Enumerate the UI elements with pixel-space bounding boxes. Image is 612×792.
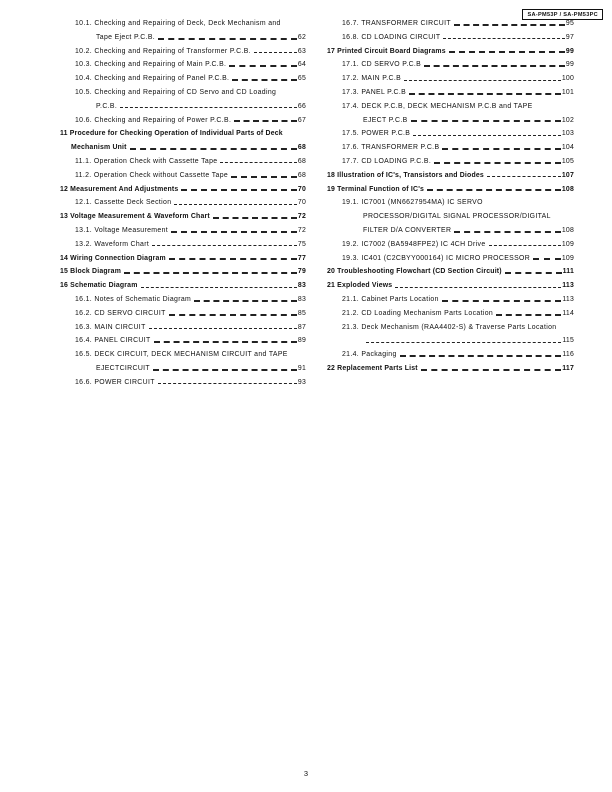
toc-entry[interactable] [60,265,306,279]
toc-entry-title: 13.2. Waveform Chart [75,240,150,248]
toc-entry[interactable] [327,100,574,114]
toc-entry-title: 17 Printed Circuit Board Diagrams [327,47,446,55]
toc-entry-title: 16.8. CD LOADING CIRCUIT [342,33,441,41]
toc-page-number: 117 [562,364,574,372]
toc-entry-title: 21.4. Packaging [342,351,397,359]
toc-leader-line [234,120,297,122]
toc-leader-line [194,300,297,302]
toc-entry-title: Tape Eject P.C.B. [96,33,156,41]
toc-entry-title: EJECT P.C.B [363,116,408,124]
toc-entry-title: 16.7. TRANSFORMER CIRCUIT [342,20,451,27]
toc-entry[interactable] [327,17,574,31]
toc-entry[interactable] [60,183,306,197]
toc-entry[interactable] [327,307,574,321]
toc-leader-line [533,258,561,260]
toc-page-number: 72 [297,226,306,234]
toc-page-number: 109 [561,254,574,262]
toc-entry[interactable] [327,127,574,141]
toc-entry[interactable] [60,31,306,45]
toc-entry[interactable] [327,321,574,335]
toc-page-number: 87 [297,323,306,331]
toc-entry[interactable] [60,376,306,390]
toc-leader-line [153,369,297,371]
toc-page-number: 103 [561,130,574,138]
toc-leader-line [454,24,565,26]
toc-entry-title: 19.1. IC7001 (MN6627954MA) IC SERVO [342,199,483,207]
toc-entry[interactable] [327,155,574,169]
toc-page-number: 63 [297,47,306,55]
toc-entry[interactable] [327,31,574,45]
toc-leader-line [449,51,565,53]
toc-entry-title: 22 Replacement Parts List [327,364,418,372]
toc-page-number: 101 [561,88,574,96]
toc-leader-line [152,245,297,246]
toc-entry[interactable] [327,224,574,238]
toc-leader-line [130,148,297,150]
toc-leader-line [395,287,561,288]
toc-entry-title: 11.2. Operation Check without Cassette Tape [75,171,229,179]
toc-leader-line [158,383,297,384]
toc-leader-line [413,135,561,136]
toc-entry[interactable] [327,58,574,72]
toc-entry[interactable] [60,45,306,59]
toc-entry-title: 10.5. Checking and Repairing of CD Servo and CD Loading [75,88,277,96]
toc-leader-line [409,93,561,95]
toc-leader-line [404,80,561,81]
toc-page-number: 64 [297,61,306,69]
toc-leader-line [149,328,297,329]
toc-entry[interactable] [60,279,306,293]
toc-page-number: 68 [297,144,306,152]
toc-entry[interactable] [327,265,574,279]
toc-entry[interactable] [327,238,574,252]
toc-page-number: 66 [297,102,306,110]
toc-leader-line [400,355,562,357]
toc-entry[interactable] [60,321,306,335]
toc-entry[interactable] [60,238,306,252]
toc-leader-line [213,217,297,219]
toc-page-number: 91 [297,364,306,372]
toc-page-number: 93 [297,378,306,386]
toc-column-left [60,17,306,390]
toc-entry[interactable] [60,72,306,86]
toc-page-number: 111 [562,268,574,276]
toc-entry[interactable] [60,348,306,362]
toc-entry-title: 17.3. PANEL P.C.B [342,88,407,96]
toc-entry[interactable] [327,362,574,376]
toc-page-number: 70 [297,185,306,193]
toc-page-number: 62 [297,33,306,41]
toc-entry[interactable] [327,86,574,100]
toc-page-number: 113 [562,295,574,303]
toc-leader-line [120,107,297,108]
toc-entry[interactable] [327,252,574,266]
toc-leader-line [505,272,562,274]
toc-leader-line [424,65,565,67]
toc-entry-title: 17.7. CD LOADING P.C.B. [342,157,432,165]
toc-entry[interactable] [60,293,306,307]
toc-entry[interactable] [60,58,306,72]
toc-entry[interactable] [60,252,306,266]
toc-entry-title: 16.2. CD SERVO CIRCUIT [75,309,166,317]
toc-entry-title: 10.2. Checking and Repairing of Transformer P.C.B. [75,47,251,55]
toc-entry[interactable] [327,183,574,197]
toc-entry-title: Mechanism Unit [71,144,127,152]
toc-page-number: 89 [297,337,306,345]
toc-page-number: 109 [561,240,574,248]
toc-leader-line [169,314,297,316]
toc-page-number: 95 [565,20,574,27]
toc-leader-line [434,162,561,164]
toc-entry-title: 10.1. Checking and Repairing of Deck, Deck Mechanism and [75,20,281,27]
toc-entry-title: 16 Schematic Diagram [60,282,138,290]
toc-entry[interactable] [327,141,574,155]
toc-entry[interactable] [60,141,306,155]
toc-page-number: 99 [565,61,574,69]
toc-page-number: 116 [562,351,574,359]
toc-entry-title: 17.5. POWER P.C.B [342,130,411,138]
toc-leader-line [427,189,561,191]
toc-page-number: 113 [562,282,574,290]
toc-page-number: 72 [297,213,306,221]
toc-entry[interactable] [60,307,306,321]
toc-entry[interactable] [327,279,574,293]
toc-entry-title: 11 Procedure for Checking Operation of Individual Parts of Deck [60,130,283,138]
toc-entry[interactable] [60,114,306,128]
toc-entry[interactable] [60,362,306,376]
toc-entry[interactable] [60,100,306,114]
toc-entry[interactable] [60,169,306,183]
toc-entry-title: 17.2. MAIN P.C.B [342,75,402,83]
toc-entry-title: 20 Troubleshooting Flowchart (CD Section Circuit) [327,268,502,276]
toc-leader-line [169,258,297,260]
toc-leader-line [489,245,561,246]
toc-entry[interactable] [60,210,306,224]
toc-page-number: 102 [561,116,574,124]
toc-leader-line [229,65,297,67]
toc-page-number: 104 [561,144,574,152]
toc-page-number: 65 [297,75,306,83]
toc-leader-line [141,287,297,288]
toc-entry-title: 17.4. DECK P.C.B, DECK MECHANISM P.C.B and TAPE [342,102,533,110]
toc-entry-title: 17.1. CD SERVO P.C.B [342,61,422,69]
toc-leader-line [181,189,296,191]
toc-leader-line [124,272,297,274]
toc-entry-title: 19 Terminal Function of IC's [327,185,425,193]
toc-page-number: 100 [561,75,574,83]
toc-page-number: 77 [297,254,306,262]
toc-entry[interactable] [327,348,574,362]
toc-entry-title: 21.2. CD Loading Mechanism Parts Location [342,309,494,317]
toc-page-number: 70 [297,199,306,207]
toc-page-number: 83 [297,295,306,303]
toc-entry[interactable] [60,334,306,348]
toc-entry-title: 11.1. Operation Check with Cassette Tape [75,157,218,165]
toc-page-number: 68 [297,157,306,165]
toc-entry-title: 16.6. POWER CIRCUIT [75,378,155,386]
toc-entry-title: EJECTCIRCUIT [96,364,150,372]
toc-page-number: 108 [561,185,574,193]
toc-entry-title: 10.6. Checking and Repairing of Power P.C.B. [75,116,232,124]
toc-entry-title: 16.3. MAIN CIRCUIT [75,323,146,331]
toc-entry-title: 10.4. Checking and Repairing of Panel P.C.B. [75,75,230,83]
toc-entry[interactable] [60,155,306,169]
toc-entry-title: PROCESSOR/DIGITAL SIGNAL PROCESSOR/DIGITAL [363,213,551,221]
toc-leader-line [496,314,561,316]
toc-page-number: 114 [562,309,574,317]
toc-entry-title: FILTER D/A CONVERTER [363,226,452,234]
toc-page-number: 75 [297,240,306,248]
toc-leader-line [158,38,297,40]
toc-entry-title: 12 Measurement And Adjustments [60,185,179,193]
toc-entry-title: 19.2. IC7002 (BA5948FPE2) IC 4CH Drive [342,240,486,248]
toc-page-number: 108 [561,226,574,234]
toc-leader-line [411,120,561,122]
toc-page-number: 85 [297,309,306,317]
toc-entry[interactable] [60,224,306,238]
toc-page-number: 97 [565,33,574,41]
toc-leader-line [254,52,297,53]
toc-entry[interactable] [327,210,574,224]
toc-entry-title: 18 Illustration of IC's, Transistors and Diodes [327,171,484,179]
page-number: 3 [303,769,309,778]
toc-entry[interactable] [327,196,574,210]
toc-entry-title: 14 Wiring Connection Diagram [60,254,166,262]
toc-leader-line [154,341,297,343]
toc-entry-title: 12.1. Cassette Deck Section [75,199,172,207]
toc-leader-line [442,300,562,302]
toc-entry-title: 16.4. PANEL CIRCUIT [75,337,151,345]
toc-page-number: 115 [562,337,574,345]
toc-page-number: 79 [297,268,306,276]
toc-entry[interactable] [60,17,306,31]
toc-page-number: 67 [297,116,306,124]
toc-leader-line [454,231,561,233]
toc-entry-title: 17.6. TRANSFORMER P.C.B [342,144,440,152]
toc-entry-title: 13.1. Voltage Measurement [75,226,169,234]
toc-leader-line [443,38,565,39]
toc-page-number: 107 [561,171,574,179]
toc-leader-line [487,176,561,177]
toc-leader-line [366,342,561,343]
toc-entry[interactable] [327,293,574,307]
toc-page-number: 83 [297,282,306,290]
toc-leader-line [232,79,297,81]
toc-entry-title: 21.3. Deck Mechanism (RAA4402-S) & Traverse Parts Location [342,323,557,331]
toc-leader-line [231,176,297,178]
toc-leader-line [171,231,297,233]
toc-entry[interactable] [60,127,306,141]
toc-leader-line [174,204,297,205]
toc-entry-title: 15 Block Diagram [60,268,122,276]
toc-entry[interactable] [327,169,574,183]
toc-entry-title: 13 Voltage Measurement & Waveform Chart [60,213,210,221]
toc-entry-title: 19.3. IC401 (C2CBYY000164) IC MICRO PROCESSOR [342,254,531,262]
model-badge: SA-PM53P / SA-PM53PC [522,9,603,20]
toc-entry[interactable] [327,334,574,348]
toc-leader-line [421,369,561,371]
toc-page-number: 105 [561,157,574,165]
toc-leader-line [220,162,296,163]
toc-leader-line [442,148,560,150]
toc-entry[interactable] [327,45,574,59]
toc-entry-title: 21.1. Cabinet Parts Location [342,295,439,303]
toc-entry[interactable] [60,86,306,100]
toc-entry-title: 16.1. Notes of Schematic Diagram [75,295,192,303]
toc-page-number: 68 [297,171,306,179]
toc-entry[interactable] [327,114,574,128]
toc-column-right [327,17,574,376]
toc-page-number: 99 [565,47,574,55]
toc-entry-title: 10.3. Checking and Repairing of Main P.C.B. [75,61,227,69]
toc-entry[interactable] [327,72,574,86]
toc-entry-title: 16.5. DECK CIRCUIT, DECK MECHANISM CIRCUIT and TAPE [75,351,288,359]
toc-entry-title: P.C.B. [96,102,118,110]
toc-entry-title: 21 Exploded Views [327,282,393,290]
toc-entry[interactable] [60,196,306,210]
